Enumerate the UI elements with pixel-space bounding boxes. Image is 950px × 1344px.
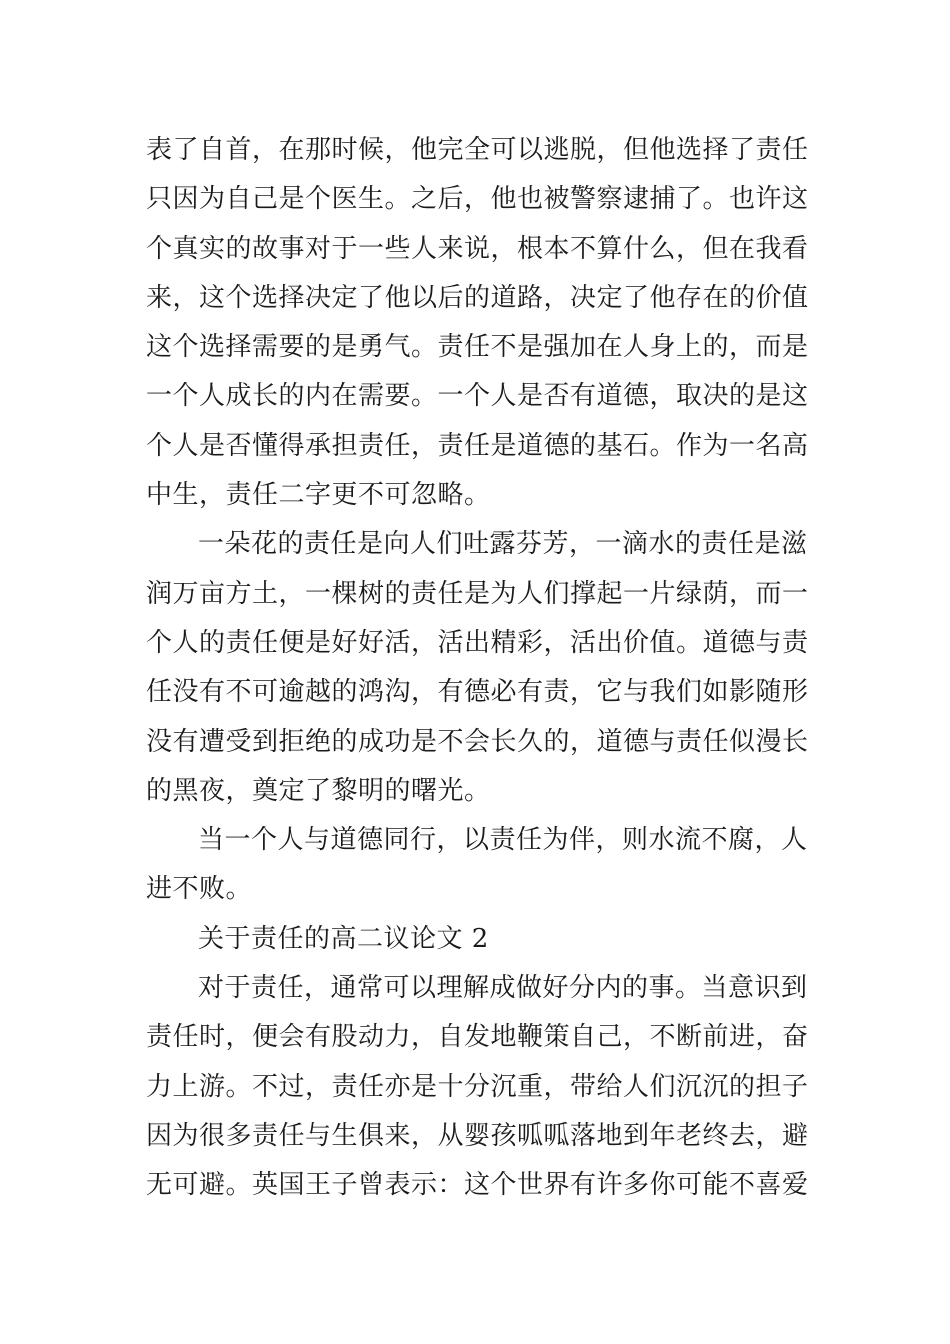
paragraph-first-line: 对于责任，通常可以理解成做好分内的事。当意识到 [198, 973, 808, 1004]
text-line: 只因为自己是个医生。之后，他也被警察逮捕了。也许这 [146, 184, 809, 215]
paragraph-first-line: 一朵花的责任是向人们吐露芬芳，一滴水的责任是滋 [198, 529, 808, 560]
text-line: 润万亩方土，一棵树的责任是为人们撑起一片绿荫，而一 [146, 578, 809, 609]
text-line: 个人是否懂得承担责任，责任是道德的基石。作为一名高 [146, 430, 809, 461]
text-line: 的黑夜，奠定了黎明的曙光。 [146, 775, 491, 806]
text-line: 任没有不可逾越的鸿沟，有德必有责，它与我们如影随形 [146, 677, 809, 708]
paragraph-first-line: 当一个人与道德同行，以责任为伴，则水流不腐，人 [198, 825, 808, 856]
text-line: 没有遭受到拒绝的成功是不会长久的，道德与责任似漫长 [146, 726, 809, 757]
text-line: 表了自首，在那时候，他完全可以逃脱，但他选择了责任 [146, 135, 809, 165]
text-line: 因为很多责任与生俱来，从婴孩呱呱落地到年老终去，避 [146, 1120, 809, 1151]
text-line: 中生，责任二字更不可忽略。 [146, 480, 491, 511]
text-line: 无可避。英国王子曾表示：这个世界有许多你可能不喜爱 [146, 1170, 809, 1201]
section-heading: 关于责任的高二议论文 2 [198, 923, 489, 954]
text-line: 个人的责任便是好好活，活出精彩，活出价值。道德与责 [146, 627, 809, 658]
text-line: 这个选择需要的是勇气。责任不是强加在人身上的，而是 [146, 332, 809, 363]
text-line: 一个人成长的内在需要。一个人是否有道德，取决的是这 [146, 381, 809, 412]
document-body [146, 126, 808, 1211]
text-line: 个真实的故事对于一些人来说，根本不算什么，但在我看 [146, 233, 809, 264]
text-line: 进不败。 [146, 874, 253, 905]
text-line: 来，这个选择决定了他以后的道路，决定了他存在的价值 [146, 282, 809, 313]
text-line: 责任时，便会有股动力，自发地鞭策自己，不断前进，奋 [146, 1022, 809, 1053]
text-line: 力上游。不过，责任亦是十分沉重，带给人们沉沉的担子 [146, 1071, 809, 1102]
